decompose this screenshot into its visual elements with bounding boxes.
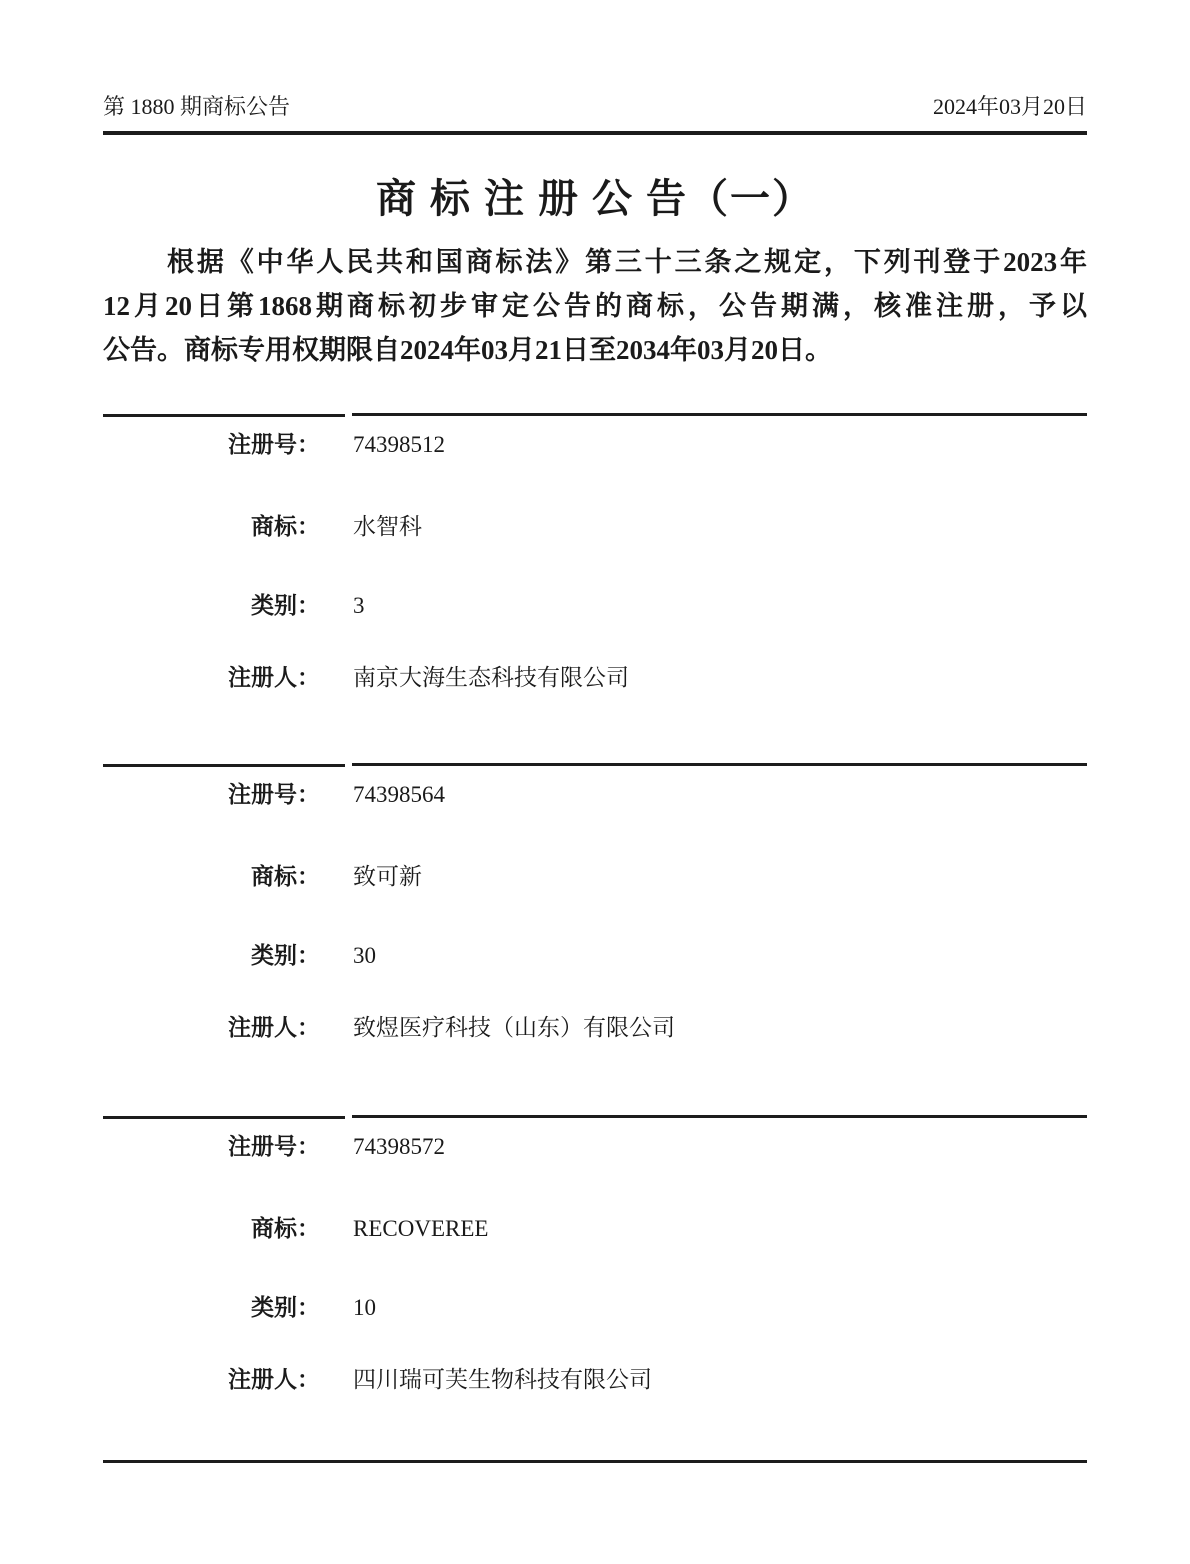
record-separator-line — [352, 763, 1087, 766]
registrant-row — [103, 1365, 1087, 1395]
trademark-value: RECOVEREE — [353, 1216, 489, 1241]
registration-number-row — [103, 1132, 1087, 1162]
registration-number-value: 74398572 — [353, 1134, 445, 1159]
registrant-row — [103, 1013, 1087, 1043]
category-value: 10 — [353, 1295, 376, 1320]
record-separator-line — [352, 413, 1087, 416]
intro-line: 公告。商标专用权期限自2024年03月21日至2034年03月20日。 — [103, 335, 832, 365]
intro-line: 12月20日第1868期商标初步审定公告的商标，公告期满，核准注册，予以 — [103, 291, 1087, 321]
category-label: 类别： — [251, 943, 320, 968]
category-value: 30 — [353, 943, 376, 968]
record-separator-line — [352, 1115, 1087, 1118]
category-value: 3 — [353, 593, 365, 618]
record-separator-line — [103, 1116, 345, 1119]
registration-number-row — [103, 780, 1087, 810]
registration-number-value: 74398512 — [353, 432, 445, 457]
page-title: 商 标 注 册 公 告（一） — [376, 175, 814, 221]
registrant-label: 注册人： — [228, 1015, 320, 1040]
registration-number-label: 注册号： — [228, 432, 320, 457]
trademark-label: 商标： — [251, 514, 320, 539]
record-separator-line — [103, 414, 345, 417]
trademark-row — [103, 1214, 1087, 1244]
registrant-value: 致煜医疗科技（山东）有限公司 — [353, 1015, 675, 1040]
header-rule — [103, 131, 1087, 135]
trademark-value: 致可新 — [353, 864, 422, 889]
header-date-label: 2024年03月20日 — [932, 94, 1087, 119]
category-row — [103, 591, 1087, 621]
category-row — [103, 941, 1087, 971]
intro-line: 根据《中华人民共和国商标法》第三十三条之规定，下列刊登于2023年 — [167, 247, 1087, 277]
header-issue-label: 第 1880 期商标公告 — [103, 94, 291, 119]
trademark-label: 商标： — [251, 1216, 320, 1241]
trademark-row — [103, 862, 1087, 892]
category-label: 类别： — [251, 593, 320, 618]
registrant-row — [103, 663, 1087, 693]
registration-number-label: 注册号： — [228, 782, 320, 807]
registrant-value: 南京大海生态科技有限公司 — [353, 665, 629, 690]
bottom-rule — [103, 1460, 1087, 1463]
registration-number-value: 74398564 — [353, 782, 445, 807]
trademark-value: 水智科 — [353, 514, 422, 539]
registrant-label: 注册人： — [228, 1367, 320, 1392]
trademark-label: 商标： — [251, 864, 320, 889]
category-label: 类别： — [251, 1295, 320, 1320]
registrant-value: 四川瑞可芙生物科技有限公司 — [353, 1367, 652, 1392]
registration-number-label: 注册号： — [228, 1134, 320, 1159]
trademark-record — [103, 413, 1087, 763]
record-separator-line — [103, 764, 345, 767]
trademark-row — [103, 512, 1087, 542]
registration-number-row — [103, 430, 1087, 460]
trademark-record — [103, 1115, 1087, 1462]
category-row — [103, 1293, 1087, 1323]
registrant-label: 注册人： — [228, 665, 320, 690]
trademark-record — [103, 763, 1087, 1115]
intro-paragraph — [103, 240, 1087, 372]
